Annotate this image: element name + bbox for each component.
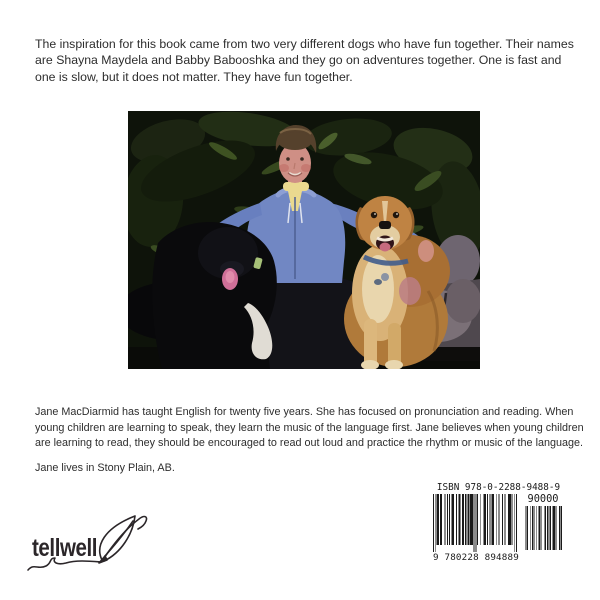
barcode-supplement [522,494,564,550]
ean5-barcode [524,506,562,550]
isbn-barcode [433,482,564,563]
barcode-supplement-number: 90000 [527,493,559,505]
ean13-barcode [433,494,517,552]
publisher-wordmark: tellwell [32,534,98,562]
woman-right-hand [418,240,434,262]
inspiration-paragraph: The inspiration for this book came from two very different dogs who have fun together. Their names are Shayna Maydela and Babby Babooshka and they go on adventures together. One is fast and one is slow, but it does not matter. They have fun together. [35,37,574,84]
publisher-logo [18,504,168,589]
isbn-label: ISBN 978-0-2288-9488-9 [436,482,561,493]
author-photo-illustration [128,111,480,369]
author-location: Jane lives in Stony Plain, AB. [35,461,175,474]
author-bio [35,405,591,476]
quill-feather-icon [18,504,168,589]
barcode-bars-row [433,494,564,552]
black-dog [152,222,277,369]
author-photo [128,111,480,369]
author-bio-paragraph: Jane MacDiarmid has taught English for twenty five years. She has focused on pronunciation and reading. When young children are learning to speak, they learn the music of the language first. Jane believes when young children are learning to read, they should be encouraged to read out loud and practice the rhythm or music of the language. [35,406,584,450]
barcode-number: 9 780228 894889 [433,552,519,563]
